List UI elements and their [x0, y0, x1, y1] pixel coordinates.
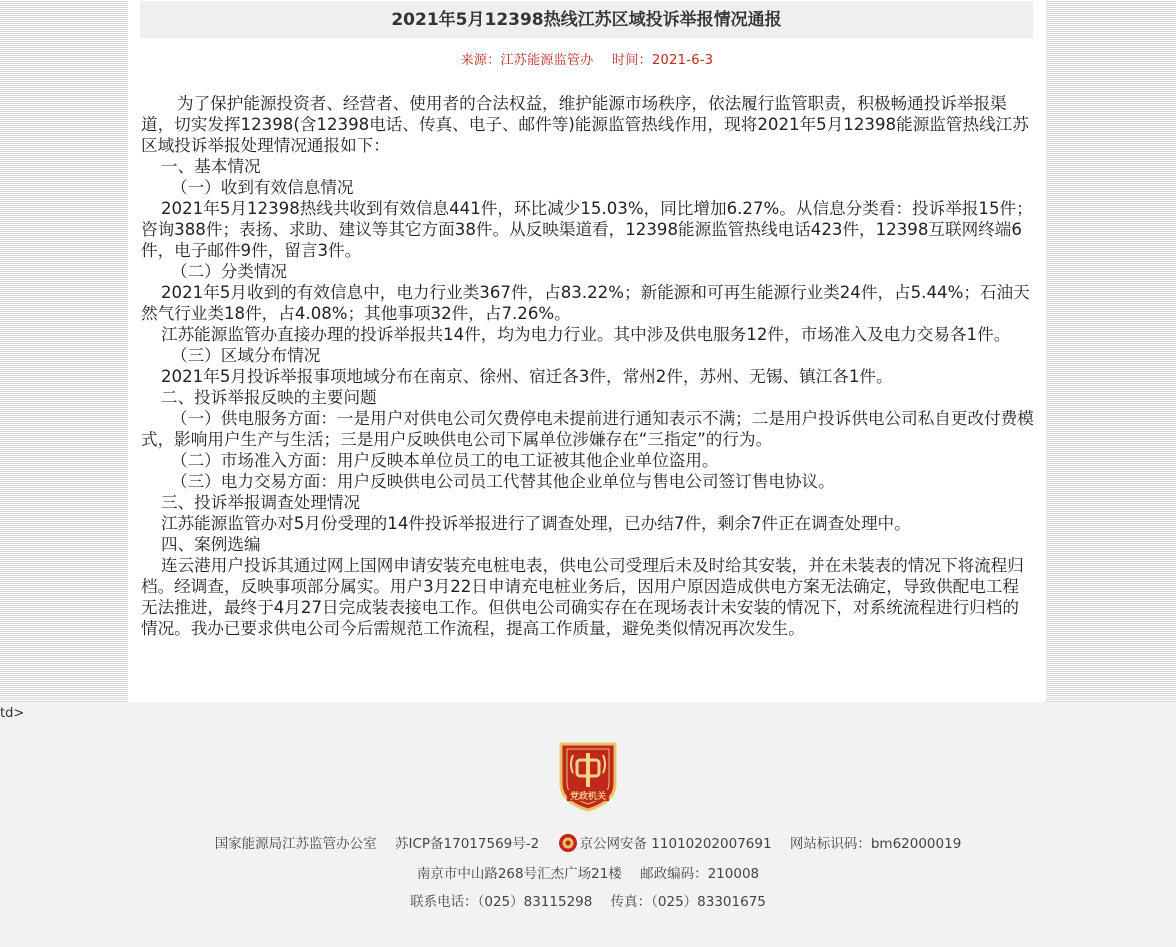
paragraph-text: （一）收到有效信息情况: [171, 178, 354, 197]
paragraph-text: 为了保护能源投资者、经营者、使用者的合法权益，维护能源市场秩序，依法履行监管职责，积极畅通投诉举报渠道，切实发挥12398(含12398电话、传真、电子、邮件等)能源监管热线作用，现将2021年5月12398能源监管热线江苏区域投诉举报处理情况通报如下：: [141, 94, 1029, 155]
stray-markup-text: td>: [0, 706, 25, 721]
article-meta: [128, 49, 1046, 68]
article-paragraph: [141, 471, 1034, 492]
footer-site-id: 网站标识码：bm62000019: [789, 836, 962, 852]
article-paragraph: [141, 408, 1034, 450]
footer-icp-link[interactable]: 苏ICP备17017569号-2: [394, 836, 540, 852]
article-container: [128, 0, 1046, 702]
footer-phone: 联系电话：（025）83115298: [410, 894, 593, 910]
paragraph-text: 连云港用户投诉其通过网上国网申请安装充电桩电表，供电公司受理后未及时给其安装，并在未装表的情况下将流程归档。经调查，反映事项部分属实。用户3月22日申请充电桩业务后，因用户原因造成供电方案无法确定，导致供配电工程无法推进，最终于4月27日完成装表接电工作。但供电公司确实存在在现场表计未安装的情况下，对系统流程进行归档的情况。我办已要求供电公司今后需规范工作流程，提高工作质量，避免类似情况再次发生。: [141, 556, 1024, 638]
party-government-emblem-icon[interactable]: [557, 740, 619, 812]
footer-line-2: [0, 862, 1176, 882]
footer-line-3: [0, 890, 1176, 910]
article-paragraph: [141, 198, 1034, 261]
paragraph-text: （二）市场准入方面：用户反映本单位员工的电工证被其他企业单位盗用。: [171, 451, 719, 470]
article-paragraph: [141, 555, 1034, 639]
paragraph-text: 江苏能源监管办对5月份受理的14件投诉举报进行了调查处理，已办结7件，剩余7件正在调查处理中。: [161, 514, 911, 533]
paragraph-text: （二）分类情况: [171, 262, 288, 281]
article-paragraph: [141, 156, 1034, 177]
paragraph-text: 四、案例选编: [161, 535, 261, 554]
paragraph-text: 2021年5月收到的有效信息中，电力行业类367件，占83.22%；新能源和可再生能源行业类24件，占5.44%；石油天然气行业类18件，占4.08%；其他事项32件，占7.26%。: [141, 283, 1030, 323]
article-paragraph: [141, 387, 1034, 408]
emblem-label: 党政机关: [569, 792, 607, 802]
article-title: 2021年5月12398热线江苏区域投诉举报情况通报: [140, 1, 1033, 38]
paragraph-text: 江苏能源监管办直接办理的投诉举报共14件，均为电力行业。其中涉及供电服务12件，市场准入及电力交易各1件。: [161, 325, 1011, 344]
paragraph-text: （三）电力交易方面：用户反映供电公司员工代替其他企业单位与售电公司签订售电协议。: [171, 472, 835, 491]
police-badge-icon: [558, 833, 578, 853]
paragraph-text: 三、投诉举报调查处理情况: [161, 493, 361, 512]
article-paragraph: [141, 450, 1034, 471]
article-paragraph: [141, 261, 1034, 282]
paragraph-text: 一、基本情况: [161, 157, 261, 176]
article-paragraph: [141, 513, 1034, 534]
article-paragraph: [141, 282, 1034, 324]
article-paragraph: [141, 324, 1034, 345]
article-source: 来源：江苏能源监管办: [460, 53, 594, 68]
article-paragraph: [141, 534, 1034, 555]
footer-address: 南京市中山路268号汇杰广场21楼: [416, 866, 622, 882]
footer-police-link[interactable]: 京公网安备 11010202007691: [579, 836, 772, 852]
article-time: 时间：2021-6-3: [612, 53, 714, 68]
article-paragraph: [141, 366, 1034, 387]
article-paragraph: [141, 93, 1034, 156]
paragraph-text: （一）供电服务方面：一是用户对供电公司欠费停电未提前进行通知表示不满；二是用户投诉供电公司私自更改付费模式，影响用户生产与生活；三是用户反映供电公司下属单位涉嫌存在“三指定”的行为。: [141, 409, 1034, 449]
footer-postcode: 邮政编码：210008: [640, 866, 760, 882]
article-body: [141, 93, 1034, 639]
paragraph-text: 2021年5月12398热线共收到有效信息441件，环比减少15.03%，同比增加6.27%。从信息分类看：投诉举报15件；咨询388件；表扬、求助、建议等其它方面38件。从反映渠道看，12398能源监管热线电话423件，12398互联网终端6件，电子邮件9件，留言3件。: [141, 199, 1033, 260]
footer-line-1: [0, 832, 1176, 853]
footer-fax: 传真：（025）83301675: [610, 894, 766, 910]
article-paragraph: [141, 492, 1034, 513]
paragraph-text: 2021年5月投诉举报事项地域分布在南京、徐州、宿迁各3件，常州2件，苏州、无锡、镇江各1件。: [161, 367, 893, 386]
footer-org: 国家能源局江苏监管办公室: [214, 836, 377, 852]
paragraph-text: （三）区域分布情况: [171, 346, 321, 365]
article-paragraph: [141, 345, 1034, 366]
paragraph-text: 二、投诉举报反映的主要问题: [161, 388, 377, 407]
article-paragraph: [141, 177, 1034, 198]
